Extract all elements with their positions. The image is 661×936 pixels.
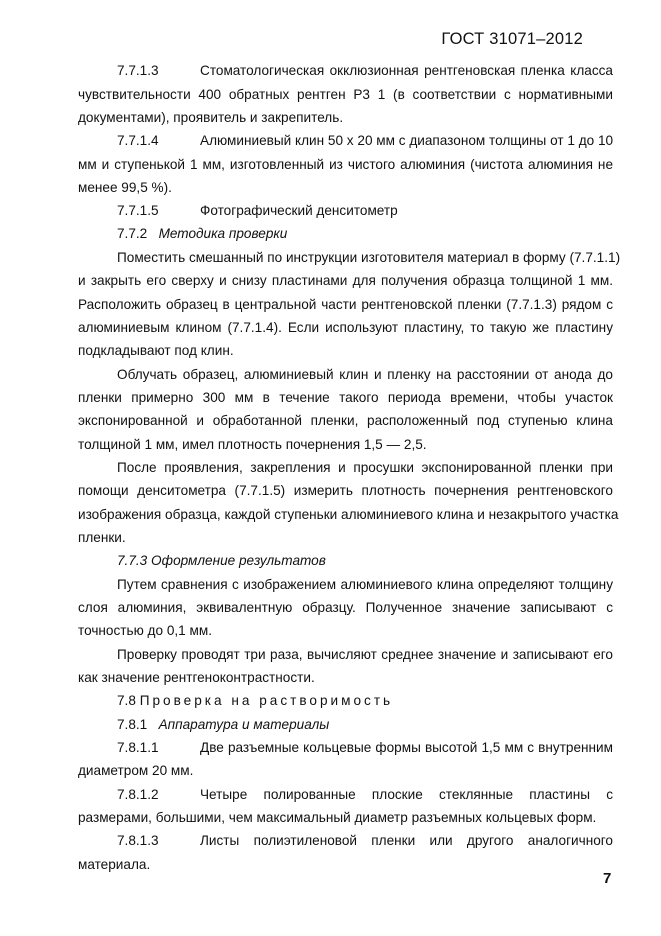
page-number: 7 (603, 870, 612, 887)
body-line: подкладывают под клин. (78, 343, 234, 358)
body-line: размерами, большими, чем максимальный диаметр разъемных кольцевых форм. (78, 810, 597, 825)
clause-line: 7.7.1.4 Алюминиевый клин 50 х 20 мм с диапазоном толщины от 1 до 10 (117, 133, 614, 148)
document-header: ГОСТ 31071–2012 (441, 30, 583, 48)
body-line: диаметром 20 мм. (78, 763, 194, 778)
body-line: Проверку проводят три раза, вычисляют среднее значение и записывают его (117, 647, 613, 662)
section-heading: 7.8 Проверка на растворимость (117, 693, 394, 708)
body-line: экспонированной и обработанной пленки, расположенный под ступенью клина (78, 413, 613, 428)
body-line: материала. (78, 857, 151, 872)
body-line: пленки примерно 300 мм в течение такого периода времени, чтобы участок (78, 390, 613, 405)
subsection-heading: 7.8.1 Аппаратура и материалы (117, 717, 330, 732)
body-line: После проявления, закрепления и просушки экспонированной пленки при (117, 460, 613, 475)
body-line: изображения образца, каждой ступеньки алюминиевого клина и незакрытого участка (78, 507, 619, 522)
body-line: Поместить смешанный по инструкции изготовителя материал в форму (7.7.1.1) (117, 250, 621, 265)
body-line: как значение рентгеноконтрастности. (78, 670, 315, 685)
body-line: мм и ступенькой 1 мм, изготовленный из чистого алюминия (чистота алюминия не (78, 157, 613, 172)
clause-line: 7.7.1.5 Фотографический денситометр (117, 203, 398, 218)
body-line: менее 99,5 %). (78, 180, 172, 195)
clause-line: 7.8.1.1 Две разъемные кольцевые формы высотой 1,5 мм с внутренним (117, 740, 613, 755)
body-line: алюминиевым клином (7.7.1.4). Если используют пластину, то такую же пластину (78, 320, 613, 335)
subsection-heading: 7.7.2 Методика проверки (117, 226, 288, 241)
body-line: помощи денситометра (7.7.1.5) измерить плотность почернения рентгеновского (78, 483, 613, 498)
body-line: слоя алюминия, эквивалентную образцу. Полученное значение записывают с (78, 600, 613, 615)
body-line: Расположить образец в центральной части рентгеновской пленки (7.7.1.3) рядом с (78, 297, 613, 312)
body-line: точностью до 0,1 мм. (78, 623, 212, 638)
body-line: чувствительности 400 обратных рентген Р3 1 (в соответствии с нормативными (78, 87, 613, 102)
clause-line: 7.7.1.3 Стоматологическая окклюзионная рентгеновская пленка класса (117, 63, 613, 78)
subsection-heading: 7.7.3 Оформление результатов (117, 553, 326, 568)
body-line: и закрыть его сверху и снизу пластинами для получения образца толщиной 1 мм. (78, 273, 613, 288)
body-line: пленки. (78, 530, 126, 545)
body-line: толщиной 1 мм, имел плотность почернения 1,5 — 2,5. (78, 437, 427, 452)
clause-line: 7.8.1.2 Четыре полированные плоские стеклянные пластины с (117, 787, 613, 802)
body-line: Облучать образец, алюминиевый клин и пленку на расстоянии от анода до (117, 367, 613, 382)
body-line: документами), проявитель и закрепитель. (78, 110, 344, 125)
clause-line: 7.8.1.3 Листы полиэтиленовой пленки или другого аналогичного (117, 833, 613, 848)
body-line: Путем сравнения с изображением алюминиевого клина определяют толщину (117, 577, 613, 592)
